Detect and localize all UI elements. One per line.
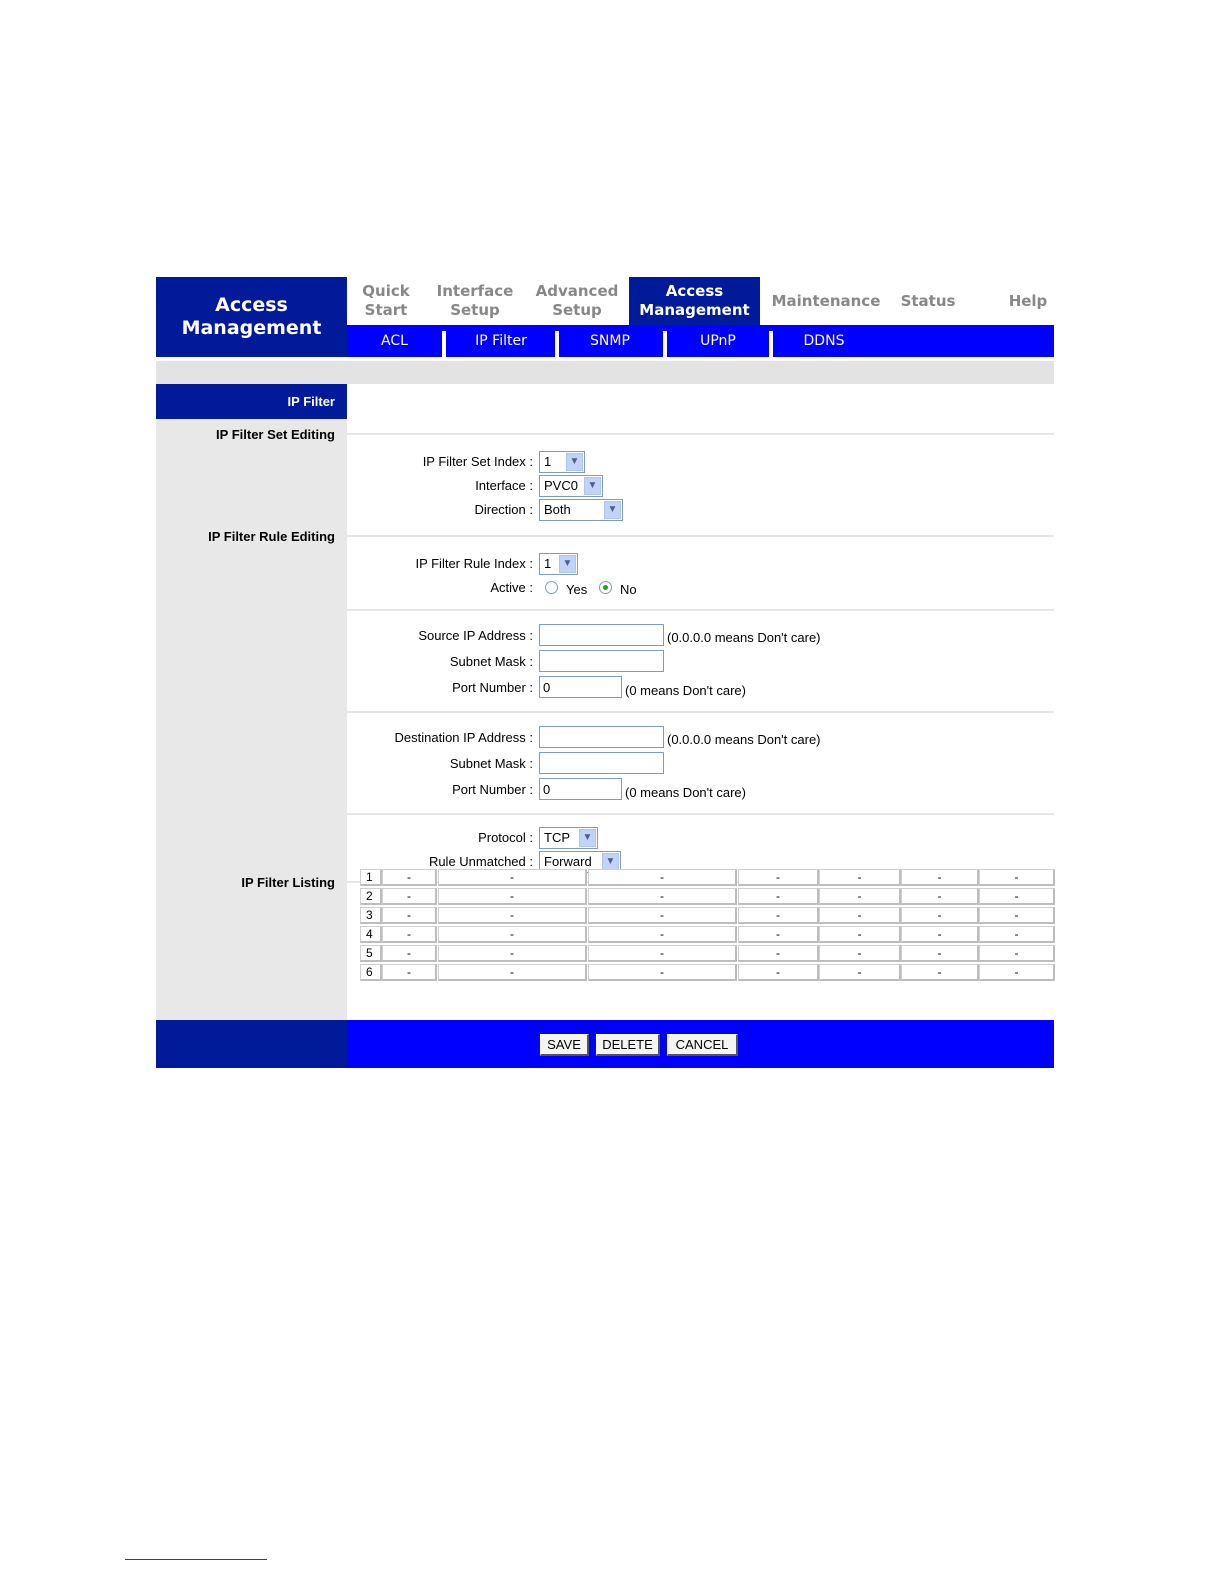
direction-label: Direction : [474, 502, 533, 517]
active-yes-radio[interactable] [545, 581, 558, 594]
table-cell: - [438, 926, 587, 943]
subtab-acl[interactable]: ACL [381, 333, 408, 349]
row-index-cell: 4 [360, 926, 382, 943]
active-yes-label: Yes [566, 582, 588, 597]
tab-label: Advanced [535, 282, 619, 300]
table-cell: - [819, 907, 901, 924]
row-index-cell: 2 [360, 888, 382, 905]
table-cell: - [588, 964, 737, 981]
table-cell: - [438, 964, 587, 981]
table-cell: - [382, 945, 437, 962]
tab-maintenance[interactable] [766, 277, 886, 325]
interface-label: Interface : [475, 478, 533, 493]
table-cell: - [738, 869, 819, 886]
source-port-hint: (0 means Don't care) [625, 683, 746, 698]
selected-value: Both [544, 502, 571, 517]
tab-label: Interface [436, 282, 514, 300]
table-row [360, 907, 1052, 926]
tab-label: Access [665, 282, 724, 300]
interface-select[interactable] [539, 475, 603, 497]
chevron-down-icon: ▼ [604, 501, 621, 519]
tab-label: Management [639, 301, 750, 319]
active-label: Active : [490, 580, 533, 595]
tab-label: Start [364, 301, 408, 319]
tab-label: Quick [362, 282, 410, 300]
table-row [360, 945, 1052, 964]
destination-mask-input[interactable] [539, 752, 664, 774]
selected-value: PVC0 [544, 478, 578, 493]
subtab-upnp[interactable]: UPnP [700, 333, 736, 349]
table-cell: - [979, 926, 1055, 943]
table-cell: - [738, 907, 819, 924]
table-cell: - [438, 869, 587, 886]
table-cell: - [819, 945, 901, 962]
table-cell: - [979, 888, 1055, 905]
table-cell: - [901, 926, 979, 943]
header-spacer [156, 361, 1054, 384]
label-ip-filter-rule-editing: IP Filter Rule Editing [208, 529, 335, 544]
table-cell: - [588, 926, 737, 943]
chevron-down-icon: ▼ [579, 829, 596, 847]
tab-access-management[interactable] [629, 277, 760, 325]
table-row [360, 964, 1052, 983]
destination-ip-hint: (0.0.0.0 means Don't care) [667, 732, 821, 747]
selected-value: TCP [544, 830, 570, 845]
tab-advanced-setup[interactable] [525, 277, 629, 325]
divider [347, 609, 1054, 611]
divider [347, 535, 1054, 537]
table-cell: - [901, 888, 979, 905]
source-ip-hint: (0.0.0.0 means Don't care) [667, 630, 821, 645]
cancel-button[interactable]: CANCEL [667, 1034, 738, 1056]
subtab-separator [663, 331, 667, 357]
subtab-ip-filter[interactable]: IP Filter [475, 333, 527, 349]
delete-button[interactable]: DELETE [596, 1034, 660, 1056]
tab-label: Setup [552, 301, 602, 319]
subtab-separator [769, 331, 773, 357]
table-row [360, 926, 1052, 945]
tab-label: Maintenance [771, 291, 881, 310]
divider [347, 813, 1054, 815]
brand-line-2: Management [181, 317, 322, 339]
divider [347, 711, 1054, 713]
table-cell: - [588, 869, 737, 886]
source-mask-label: Subnet Mask : [449, 654, 533, 669]
tab-status[interactable] [886, 277, 970, 325]
table-cell: - [438, 945, 587, 962]
table-cell: - [588, 907, 737, 924]
rule-unmatched-label: Rule Unmatched : [428, 854, 533, 869]
destination-ip-label: Destination IP Address : [394, 730, 533, 745]
source-ip-label: Source IP Address : [418, 628, 533, 643]
subtab-ddns[interactable]: DDNS [803, 333, 845, 349]
table-cell: - [438, 907, 587, 924]
top-navigation [347, 277, 1054, 325]
filter-rule-index-label: IP Filter Rule Index : [415, 556, 533, 571]
table-cell: - [438, 888, 587, 905]
source-ip-input[interactable] [539, 624, 664, 646]
row-index-cell: 5 [360, 945, 382, 962]
chevron-down-icon: ▼ [559, 555, 576, 573]
subtab-separator [442, 331, 446, 357]
ip-filter-listing-table [360, 870, 1052, 996]
section-title: IP Filter [156, 384, 347, 419]
page-footer-rule [125, 1559, 267, 1560]
chevron-down-icon: ▼ [584, 477, 601, 495]
destination-ip-input[interactable] [539, 726, 664, 748]
table-cell: - [819, 869, 901, 886]
source-port-label: Port Number : [452, 680, 533, 695]
selected-value: Forward [544, 854, 592, 869]
tab-label: Setup [450, 301, 500, 319]
table-cell: - [901, 869, 979, 886]
chevron-down-icon: ▼ [566, 453, 583, 471]
page-brand [156, 277, 347, 357]
direction-select[interactable] [539, 499, 623, 521]
tab-help[interactable] [1003, 277, 1053, 325]
table-cell: - [382, 907, 437, 924]
destination-port-hint: (0 means Don't care) [625, 785, 746, 800]
subtab-separator [555, 331, 559, 357]
table-row [360, 888, 1052, 907]
brand-line-1: Access [215, 294, 288, 316]
table-cell: - [382, 869, 437, 886]
selected-value: 1 [544, 556, 552, 571]
table-cell: - [819, 926, 901, 943]
row-index-cell: 3 [360, 907, 382, 924]
protocol-select[interactable] [539, 827, 598, 849]
tab-quick-start[interactable] [347, 277, 425, 325]
active-no-radio[interactable] [599, 581, 612, 594]
filter-rule-index-select[interactable] [539, 553, 578, 575]
table-cell: - [738, 964, 819, 981]
source-port-input[interactable] [539, 676, 622, 698]
table-cell: - [738, 945, 819, 962]
table-cell: - [979, 869, 1055, 886]
save-button[interactable]: SAVE [540, 1034, 589, 1056]
active-no-label: No [620, 582, 637, 597]
table-cell: - [901, 964, 979, 981]
tab-interface-setup[interactable] [425, 277, 525, 325]
table-cell: - [738, 888, 819, 905]
source-mask-input[interactable] [539, 650, 664, 672]
table-cell: - [382, 888, 437, 905]
label-ip-filter-listing: IP Filter Listing [241, 875, 335, 890]
sub-navigation [347, 325, 1054, 357]
tab-label: Status [900, 291, 956, 310]
table-cell: - [382, 926, 437, 943]
footer-left [156, 1020, 347, 1068]
row-index-cell: 1 [360, 869, 382, 886]
divider [347, 433, 1054, 435]
table-cell: - [819, 964, 901, 981]
table-cell: - [979, 964, 1055, 981]
label-ip-filter-set-editing: IP Filter Set Editing [216, 427, 335, 442]
table-cell: - [588, 945, 737, 962]
table-row [360, 869, 1052, 888]
filter-set-index-label: IP Filter Set Index : [422, 454, 533, 469]
destination-mask-label: Subnet Mask : [449, 756, 533, 771]
subtab-snmp[interactable]: SNMP [590, 333, 630, 349]
table-cell: - [979, 907, 1055, 924]
destination-port-label: Port Number : [452, 782, 533, 797]
table-cell: - [901, 945, 979, 962]
chevron-down-icon: ▼ [602, 853, 619, 871]
protocol-label: Protocol : [478, 830, 533, 845]
left-label-column [156, 384, 347, 1020]
table-cell: - [588, 888, 737, 905]
router-admin-panel [156, 277, 1054, 1068]
selected-value: 1 [544, 454, 552, 469]
table-cell: - [819, 888, 901, 905]
tab-label: Help [1008, 291, 1048, 310]
table-cell: - [738, 926, 819, 943]
destination-port-input[interactable] [539, 778, 622, 800]
row-index-cell: 6 [360, 964, 382, 981]
table-cell: - [979, 945, 1055, 962]
table-cell: - [382, 964, 437, 981]
table-cell: - [901, 907, 979, 924]
filter-set-index-select[interactable] [539, 451, 585, 473]
